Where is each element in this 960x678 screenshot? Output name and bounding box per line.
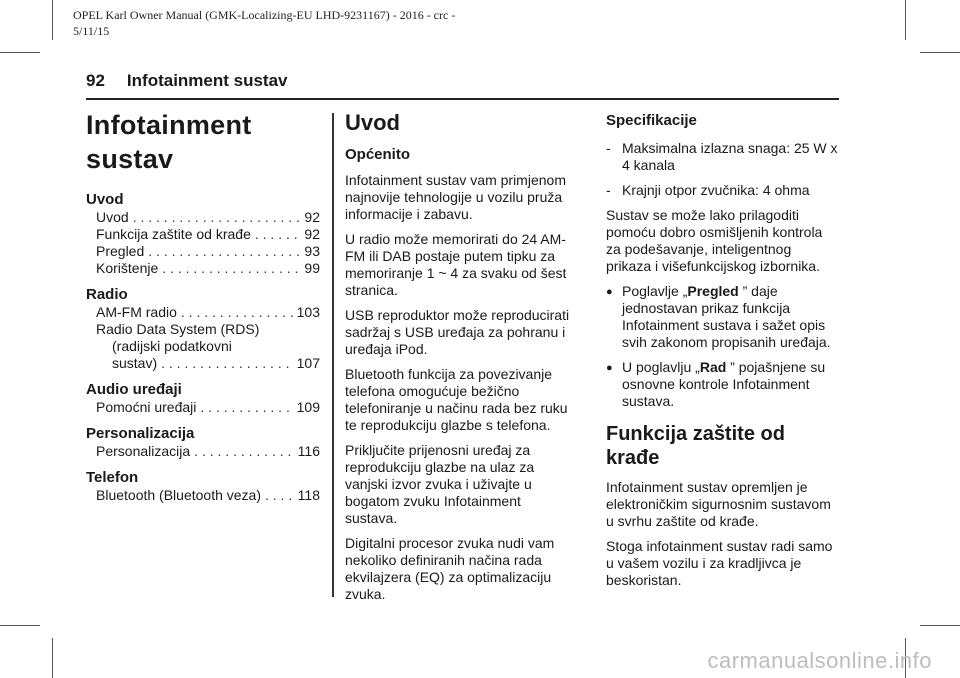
toc-entry[interactable]: Pomoćni uređaji . . . 109 bbox=[86, 399, 320, 416]
crop-mark bbox=[52, 0, 53, 40]
crop-mark bbox=[920, 625, 960, 626]
paragraph: Priključite prijenosni uređaj za reprodukciju glazbe na ulaz za vanjski izvor zvuka i uživajte u bogatom zvuku Infotainment sustava. bbox=[345, 442, 535, 526]
running-header bbox=[86, 71, 288, 91]
dash-list-item: - Krajnji otpor zvučnika: 4 ohma bbox=[606, 182, 810, 198]
document-meta bbox=[73, 7, 543, 39]
crop-mark bbox=[920, 52, 960, 53]
table-of-contents bbox=[86, 191, 320, 504]
paragraph: Sustav se može lako prilagoditi pomoću dobro osmišljenih kontrola za podešavanje, inteligentnog prikaza i višefunkcijskog izbornika. bbox=[606, 207, 823, 274]
watermark: carmanualsonline.info bbox=[707, 648, 932, 673]
crop-mark bbox=[0, 52, 40, 53]
specs-column bbox=[606, 112, 840, 597]
toc-section-heading: Uvod bbox=[86, 191, 124, 208]
toc-entry[interactable]: Funkcija zaštite od krađe . . . 92 bbox=[86, 226, 320, 243]
toc-section-heading: Personalizacija bbox=[86, 425, 195, 442]
paragraph: Infotainment sustav opremljen je elektroničkim sigurnosnim sustavom u svrhu zaštite od krađe. bbox=[606, 479, 831, 529]
toc-entry[interactable]: AM-FM radio . . . 103 bbox=[86, 304, 320, 321]
meta-line: OPEL Karl Owner Manual (GMK-Localizing-EU LHD-9231167) - 2016 - crc - bbox=[73, 8, 456, 22]
header-rule bbox=[86, 98, 839, 100]
intro-column bbox=[345, 110, 575, 611]
toc-entry[interactable]: Personalizacija . . . 116 bbox=[86, 443, 320, 460]
toc-entry[interactable]: Pregled . . . 93 bbox=[86, 243, 320, 260]
paragraph: U radio može memorirati do 24 AM-FM ili DAB postaje putem tipku za memoriranje 1 ~ 4 za svaku od šest stranica. bbox=[345, 231, 567, 298]
crop-mark bbox=[0, 625, 40, 626]
section-title: Uvod bbox=[345, 110, 400, 135]
bullet-list-item: ● U poglavlju „Rad ” pojašnjene su osnovne kontrole Infotainment sustava. bbox=[606, 359, 826, 409]
paragraph: USB reproduktor može reproducirati sadržaj s USB uređaja za pohranu i uređaja iPod. bbox=[345, 307, 570, 357]
section-title: Funkcija zaštite od krađe bbox=[606, 423, 785, 469]
meta-date: 5/11/15 bbox=[73, 24, 110, 38]
dash-list-item: - Maksimalna izlazna snaga: 25 W x 4 kanala bbox=[606, 140, 838, 173]
subsection-title: Specifikacije bbox=[606, 112, 697, 129]
running-title: Infotainment sustav bbox=[126, 71, 288, 90]
chapter-title: Infotainment sustav bbox=[86, 110, 252, 174]
crop-mark bbox=[905, 0, 906, 40]
paragraph: Infotainment sustav vam primjenom najnovije tehnologije u vozilu pruža informacije i zabavu. bbox=[345, 172, 566, 222]
toc-entry[interactable]: Korištenje . . . 99 bbox=[86, 260, 320, 277]
page-number: 92 bbox=[86, 71, 105, 90]
link-pregled[interactable]: Pregled bbox=[687, 283, 739, 299]
paragraph: Stoga infotainment sustav radi samo u vašem vozilu i za kradljivca je beskoristan. bbox=[606, 538, 833, 588]
toc-entry-rds[interactable]: Radio Data System (RDS) (radijski podatkovni sustav) . . . 107 bbox=[86, 321, 320, 372]
toc-section-heading: Telefon bbox=[86, 469, 139, 486]
subsection-title: Općenito bbox=[345, 146, 411, 163]
toc-section-heading: Radio bbox=[86, 286, 128, 303]
toc-entry[interactable]: Uvod . . . 92 bbox=[86, 209, 320, 226]
paragraph: Digitalni procesor zvuka nudi vam nekoliko definiranih načina rada ekvilajzera (EQ) za optimalizaciju zvuka. bbox=[345, 535, 555, 602]
link-rad[interactable]: Rad bbox=[699, 359, 727, 375]
toc-section-heading: Audio uređaji bbox=[86, 381, 182, 398]
paragraph: Bluetooth funkcija za povezivanje telefona omogućuje bežično telefoniranje u načinu rada bez ruku te reprodukciju glazbe s telefona. bbox=[345, 366, 568, 433]
toc-entry[interactable]: Bluetooth (Bluetooth veza) . . . 118 bbox=[86, 487, 320, 504]
bullet-list-item: ● Poglavlje „Pregled ” daje jednostavan prikaz funkcija Infotainment sustava i sažet opis svih zakonom propisanih uređaja. bbox=[606, 283, 831, 350]
column-divider bbox=[332, 113, 334, 597]
crop-mark bbox=[52, 638, 53, 678]
